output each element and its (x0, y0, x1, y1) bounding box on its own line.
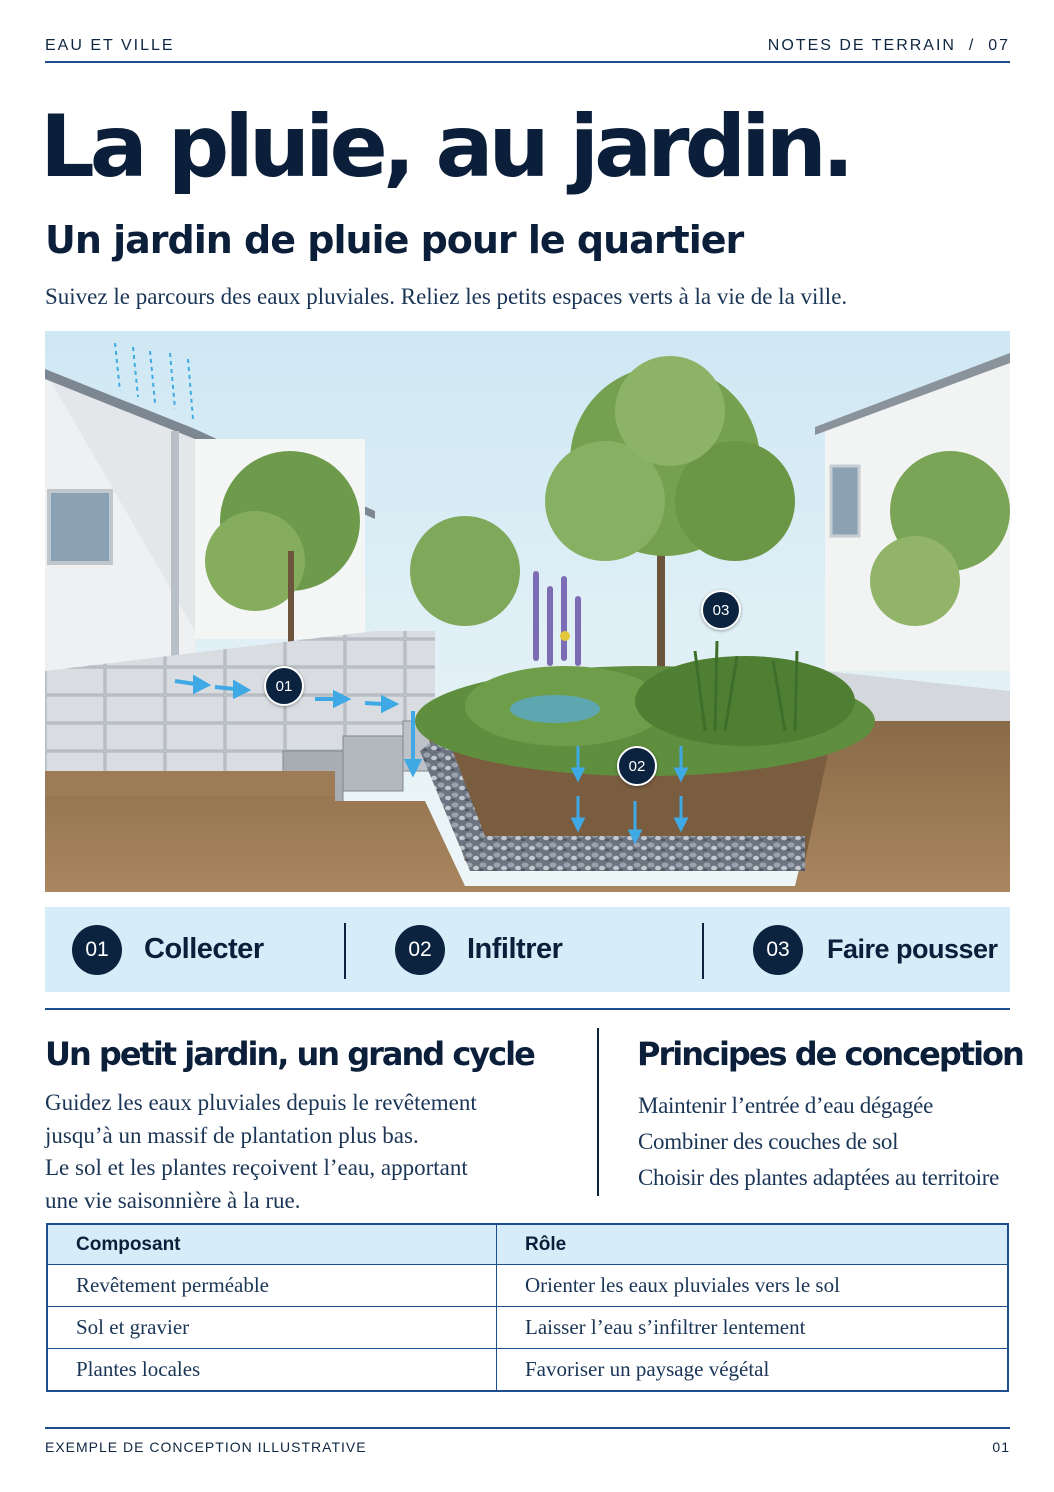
step-collect (72, 907, 264, 992)
footer-caption: EXEMPLE DE CONCEPTION ILLUSTRATIVE (45, 1439, 367, 1455)
step-grow (753, 907, 998, 992)
rain-garden-illustration (45, 331, 1010, 892)
table-row (47, 1307, 1008, 1349)
marker-03: 03 (701, 590, 741, 630)
column-divider (597, 1028, 599, 1196)
left-column-body (45, 1087, 477, 1217)
principle-item: Choisir des plantes adaptées au territoire (638, 1165, 1000, 1190)
step-number: 03 (753, 925, 803, 975)
step-divider (702, 923, 704, 979)
marker-02: 02 (617, 746, 657, 786)
step-label: Faire pousser (827, 934, 998, 964)
intro-text: Suivez le parcours des eaux pluviales. Reliez les petits espaces verts à la vie de la ville. (45, 284, 848, 309)
body-line: Le sol et les plantes reçoivent l’eau, apportant (45, 1155, 468, 1180)
step-number: 01 (72, 925, 122, 975)
header-section-label: EAU ET VILLE (45, 37, 175, 54)
header-rule (45, 61, 1010, 63)
components-table (46, 1223, 1009, 1392)
step-label: Collecter (144, 933, 264, 965)
page-subtitle: Un jardin de pluie pour le quartier (45, 218, 744, 262)
table-row (47, 1349, 1008, 1392)
principle-item: Maintenir l’entrée d’eau dégagée (638, 1093, 933, 1118)
marker-01: 01 (264, 666, 304, 706)
step-infiltrate (395, 907, 562, 992)
process-steps (45, 907, 1010, 992)
body-line: une vie saisonnière à la rue. (45, 1187, 301, 1213)
table-cell: Orienter les eaux pluviales vers le sol (497, 1265, 1009, 1307)
left-column-title: Un petit jardin, un grand cycle (45, 1035, 534, 1073)
step-number: 02 (395, 925, 445, 975)
right-column-title: Principes de conception (637, 1035, 1023, 1073)
section-rule (45, 1008, 1010, 1010)
step-divider (344, 923, 346, 979)
body-line: Guidez les eaux pluviales depuis le revêtement (45, 1090, 477, 1115)
page-number: 01 (992, 1439, 1010, 1455)
step-label: Infiltrer (467, 933, 563, 965)
header-page-label: NOTES DE TERRAIN / 07 (767, 37, 1010, 54)
footer-rule (45, 1427, 1010, 1429)
page-title: La pluie, au jardin. (40, 97, 850, 197)
table-cell: Sol et gravier (47, 1307, 497, 1349)
table-header-row (47, 1224, 1008, 1265)
principles-list (638, 1088, 999, 1196)
principle-item: Combiner des couches de sol (638, 1129, 899, 1154)
body-line: jusqu’à un massif de plantation plus bas. (45, 1122, 419, 1148)
table-cell: Favoriser un paysage végétal (497, 1349, 1009, 1392)
column-header-component: Composant (47, 1224, 497, 1265)
table-cell: Revêtement perméable (47, 1265, 497, 1307)
table-cell: Plantes locales (47, 1349, 497, 1392)
table-row (47, 1265, 1008, 1307)
column-header-role: Rôle (497, 1224, 1009, 1265)
table-cell: Laisser l’eau s’infiltrer lentement (497, 1307, 1009, 1349)
